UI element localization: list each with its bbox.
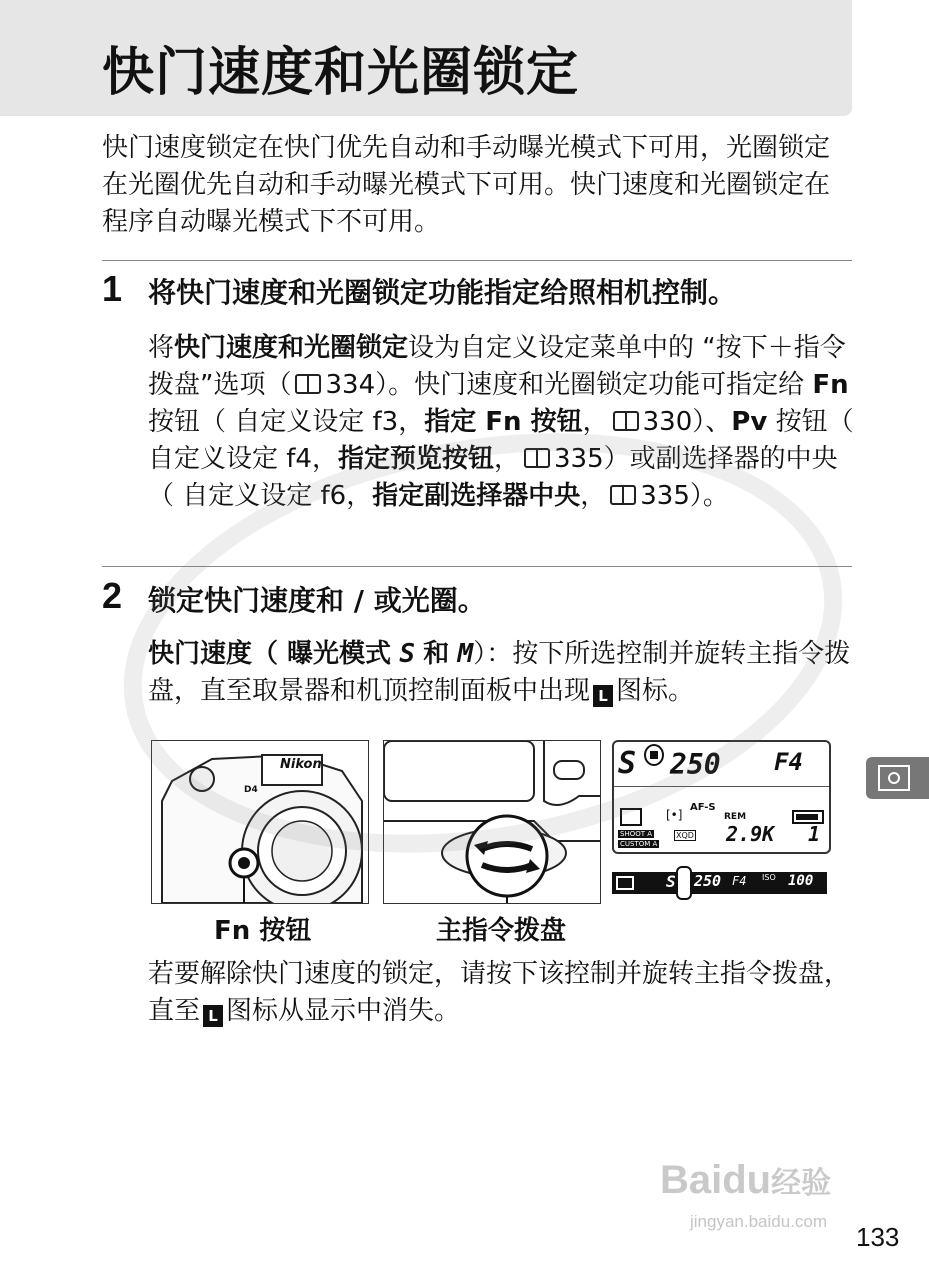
step-2-number: 2 — [102, 575, 123, 616]
vf-shutter: 250 — [694, 872, 722, 890]
lcd-aperture: F4 — [774, 748, 803, 776]
page-ref-icon — [613, 411, 639, 431]
vf-iso: 100 — [788, 873, 814, 889]
lcd-rem-label: REM — [724, 812, 747, 822]
exposure-mode-icon — [878, 765, 910, 791]
lcd-mode: S — [618, 746, 637, 781]
caption-fn-button: Fn 按钮 — [214, 916, 312, 946]
lcd-shoot-label: SHOOT A — [620, 830, 653, 838]
vf-lock-indicator-icon — [676, 866, 692, 900]
step-2-heading: 锁定快门速度和 / 或光圈。 — [148, 584, 486, 617]
page-number: 133 — [856, 1222, 900, 1252]
caption-main-command-dial: 主指令拨盘 — [436, 916, 567, 946]
viewfinder-display — [612, 872, 827, 894]
page-ref-icon — [295, 374, 321, 394]
baidu-watermark: Baidu经验 — [660, 1158, 832, 1202]
page-title: 快门速度和光圈锁定 — [102, 43, 580, 103]
vf-mode: S — [666, 872, 676, 891]
af-area-icon: [•] — [666, 808, 683, 822]
lcd-af-mode: AF-S — [690, 802, 716, 813]
lcd-shots: 2.9K — [726, 822, 775, 846]
intro-paragraph: 快门速度锁定在快门优先自动和手动曝光模式下可用，光圈锁定在光圈优先自动和手动曝光模式下可用。快门速度和光圈锁定在程序自动曝光模式下不可用。 — [102, 133, 831, 237]
lcd-count: 1 — [808, 822, 821, 846]
lock-icon: L — [593, 685, 613, 707]
step-2-release-text: 若要解除快门速度的锁定，请按下该控制并旋转主指令拨盘，直至 L 图标从显示中消失。 — [148, 959, 851, 1026]
lcd-card: XQD — [676, 831, 694, 840]
vf-aperture: F4 — [732, 874, 747, 888]
step-1-heading: 将快门速度和光圈锁定功能指定给照相机控制。 — [148, 276, 737, 309]
divider — [102, 260, 852, 261]
baidu-watermark-url: jingyan.baidu.com — [690, 1212, 828, 1231]
vf-iso-label: ISO — [762, 873, 776, 882]
camera-brand: Nikon — [280, 757, 322, 772]
lock-icon: L — [203, 1005, 223, 1027]
vf-metering-icon — [616, 876, 634, 890]
step-1-body: 将快门速度和光圈锁定设为自定义设定菜单中的 “按下＋指令拨盘”选项（ 334）。快门速度和光圈锁定功能可指定给 Fn 按钮（ 自定义设定 f3，指定 Fn 按钮， 330）、Pv 按钮（ 自定义设定 f4，指定预览按钮， 335）或副选择器的中央（ 自定义设定 f6，指定副选择器中央， 335）。 — [148, 333, 854, 511]
camera-model: D4 — [244, 785, 258, 795]
section-tab — [866, 757, 929, 799]
lcd-custom-label: CUSTOM A — [620, 840, 658, 848]
step-1-number: 1 — [102, 268, 123, 309]
lcd-shutter: 250 — [670, 748, 721, 781]
step-2-body: 快门速度（ 曝光模式 S 和 M）：按下所选控制并旋转主指令拨盘，直至取景器和机顶控制面板中出现 L 图标。 — [148, 639, 851, 706]
